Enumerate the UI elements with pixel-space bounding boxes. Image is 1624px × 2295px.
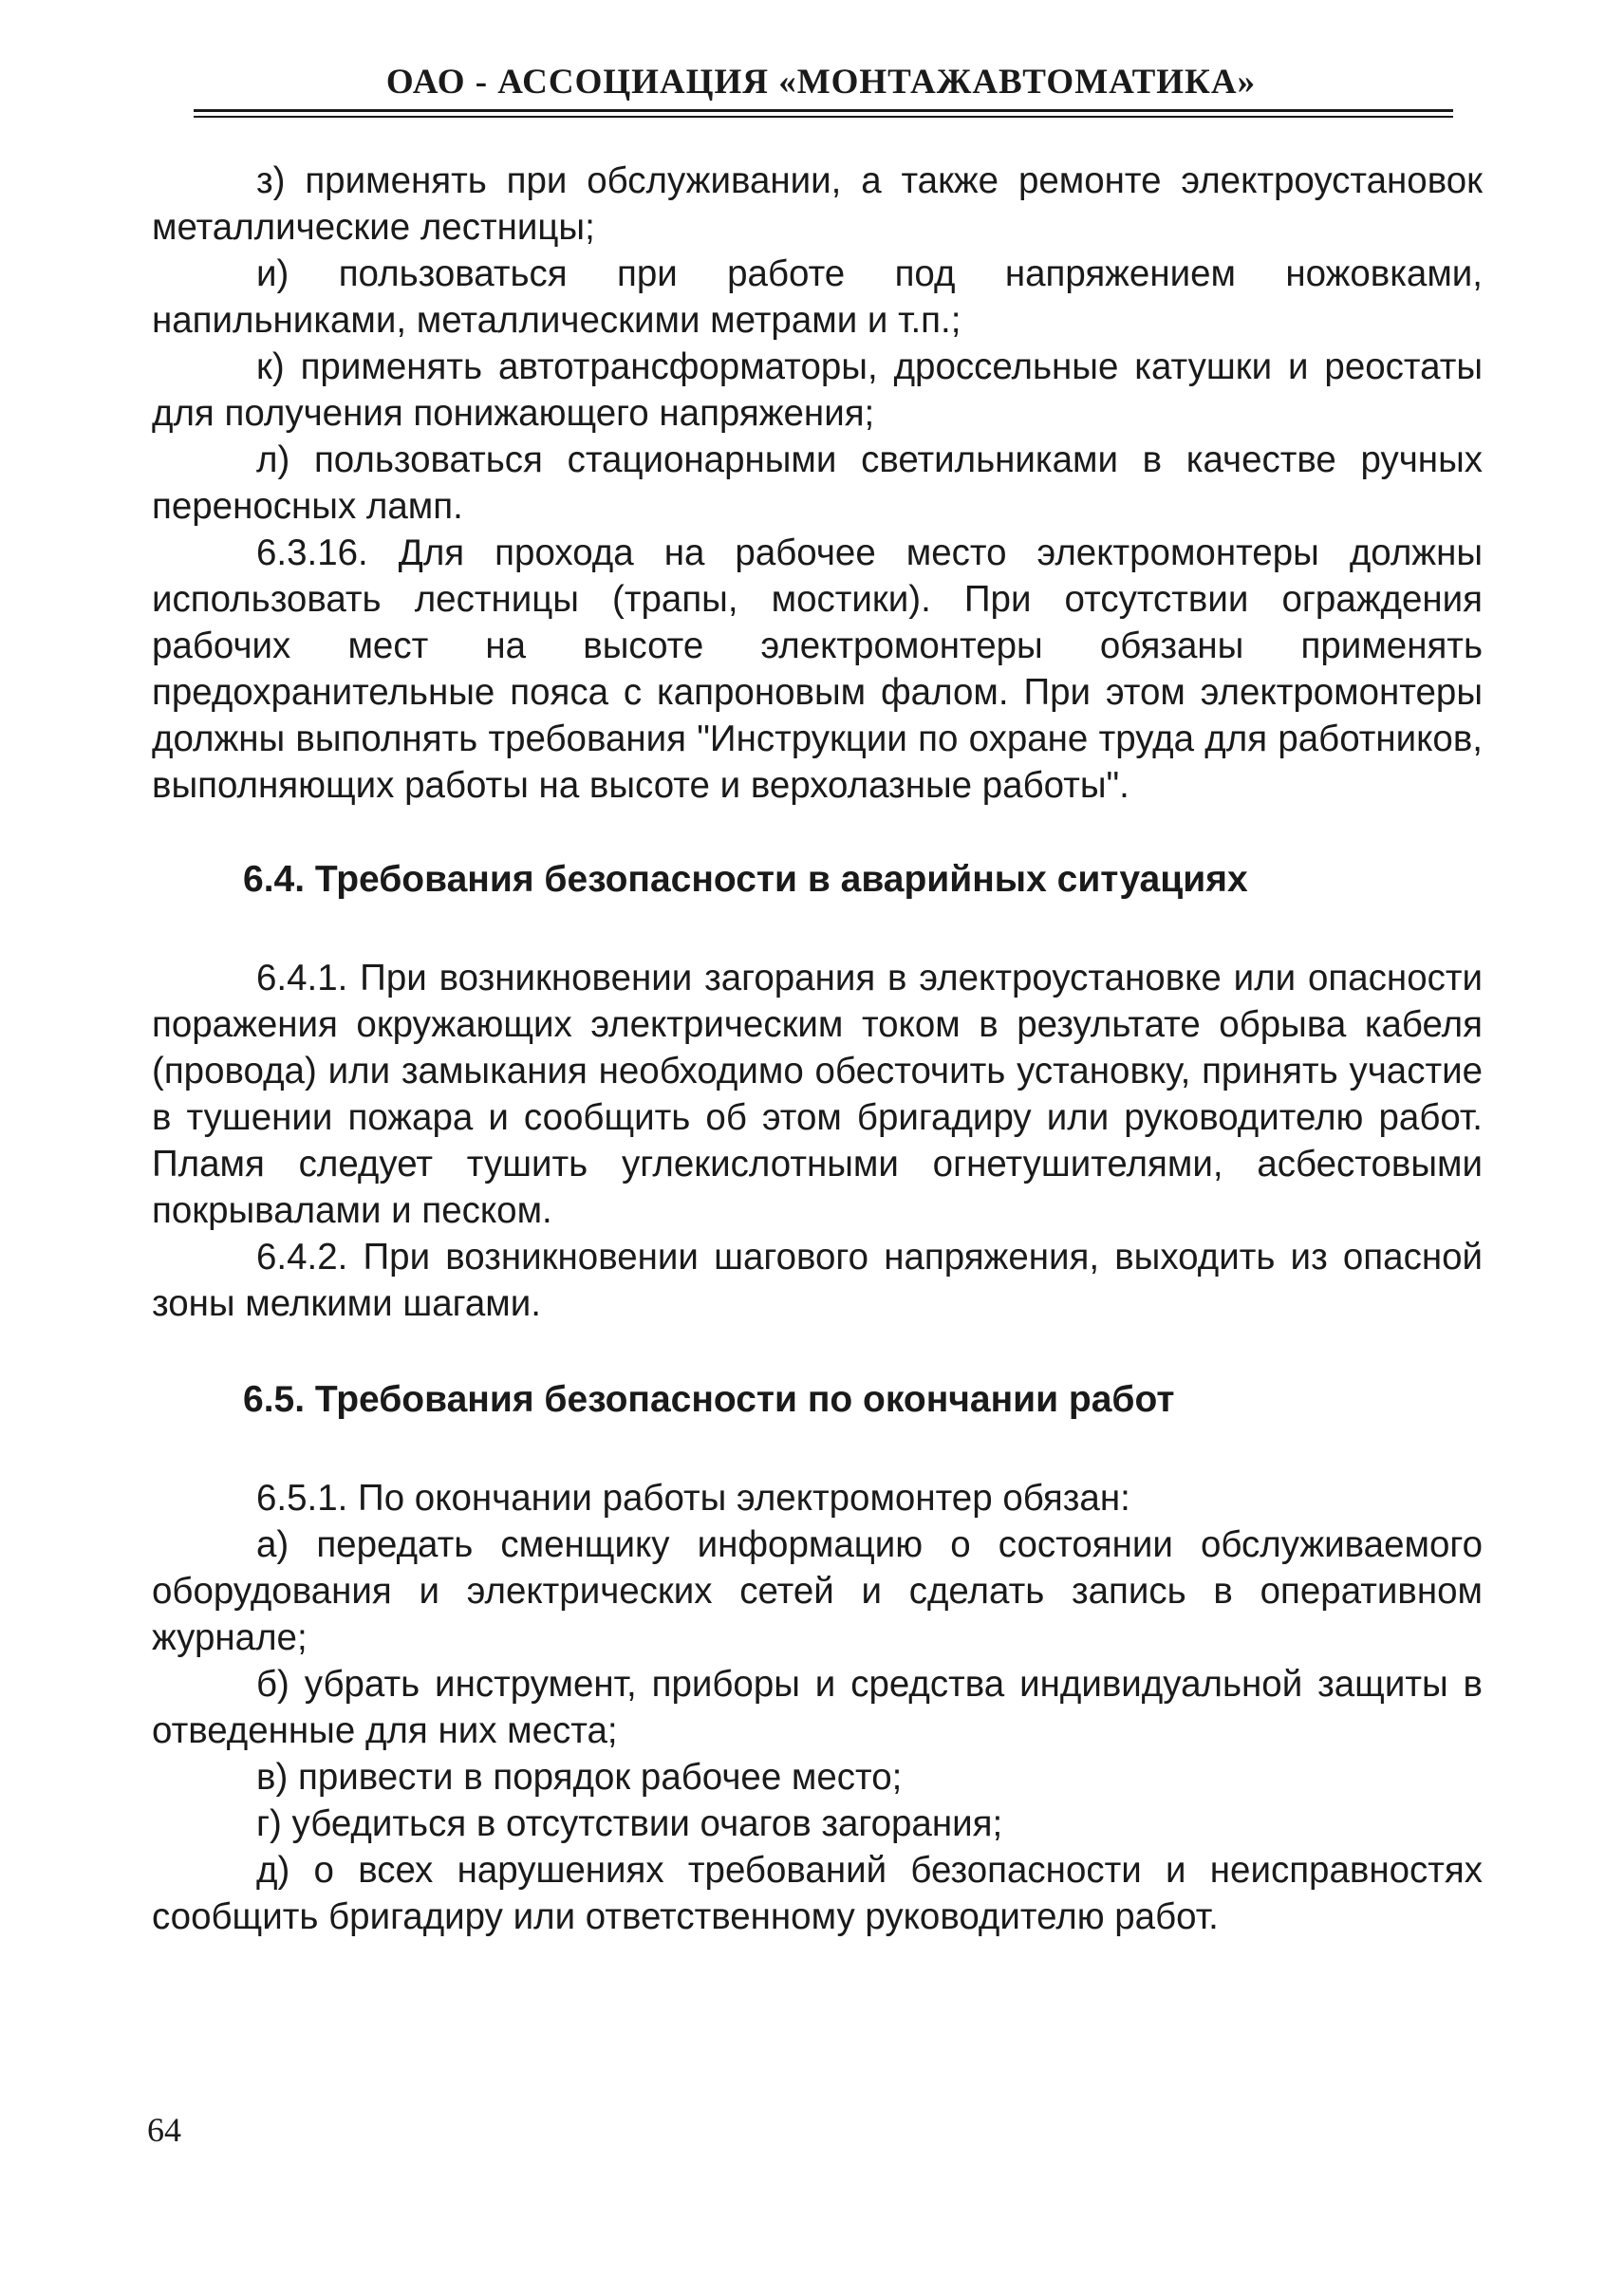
header-rule-thin bbox=[194, 116, 1453, 118]
section-heading-6-4: 6.4. Требования безопасности в аварийных ситуациях bbox=[243, 859, 1248, 900]
paragraph-6-3-16: 6.3.16. Для прохода на рабочее место электромонтеры должны использовать лестницы (трапы, мостики). При отсутствии ограждения рабочих мест на высоте электромонтеры обязаны применять предохранительные пояса с капроновым фалом. При этом электромонтеры должны выполнять требования "Инструкции по охране труда для работников, выполняющих работы на высоте и верхолазные работы". bbox=[152, 532, 1483, 806]
header-rule-thick bbox=[194, 109, 1453, 112]
document-body bbox=[152, 158, 1483, 1940]
section-heading-6-5: 6.5. Требования безопасности по окончании работ bbox=[243, 1379, 1175, 1420]
list-item-g: г) убедиться в отсутствии очагов загорания; bbox=[256, 1803, 1003, 1844]
paragraph-6-4-2: 6.4.2. При возникновении шагового напряжения, выходить из опасной зоны мелкими шагами. bbox=[152, 1237, 1483, 1324]
list-item-l: л) пользоваться стационарными светильниками в качестве ручных переносных ламп. bbox=[152, 439, 1483, 527]
list-item-i: и) пользоваться при работе под напряжением ножовками, напильниками, металлическими метрами и т.п.; bbox=[152, 253, 1483, 341]
list-item-k: к) применять автотрансформаторы, дроссельные катушки и реостаты для получения понижающего напряжения; bbox=[152, 346, 1483, 434]
paragraph-6-5-1: 6.5.1. По окончании работы электромонтер обязан: bbox=[256, 1478, 1130, 1519]
page-header: ОАО - АССОЦИАЦИЯ «МОНТАЖАВТОМАТИКА» bbox=[385, 63, 1257, 102]
list-item-v: в) привести в порядок рабочее место; bbox=[256, 1757, 903, 1798]
list-item-d: д) о всех нарушениях требований безопасности и неисправностях сообщить бригадиру или ответственному руководителю работ. bbox=[152, 1850, 1483, 1937]
list-item-b: б) убрать инструмент, приборы и средства индивидуальной защиты в отведенные для них места; bbox=[152, 1664, 1483, 1751]
paragraph-6-4-1: 6.4.1. При возникновении загорания в электроустановке или опасности поражения окружающих электрическим током в результате обрыва кабеля (провода) или замыкания необходимо обесточить установку, принять участие в тушении пожара и сообщить об этом бригадиру или руководителю работ. Пламя следует тушить углекислотными огнетушителями, асбестовыми покрывалами и песком. bbox=[152, 958, 1483, 1231]
list-item-z: з) применять при обслуживании, а также ремонте электроустановок металлические лестницы; bbox=[152, 160, 1483, 248]
list-item-a: а) передать сменщику информацию о состоянии обслуживаемого оборудования и электрических сетей и сделать запись в оперативном журнале; bbox=[152, 1524, 1483, 1658]
page-number: 64 bbox=[147, 2111, 181, 2149]
